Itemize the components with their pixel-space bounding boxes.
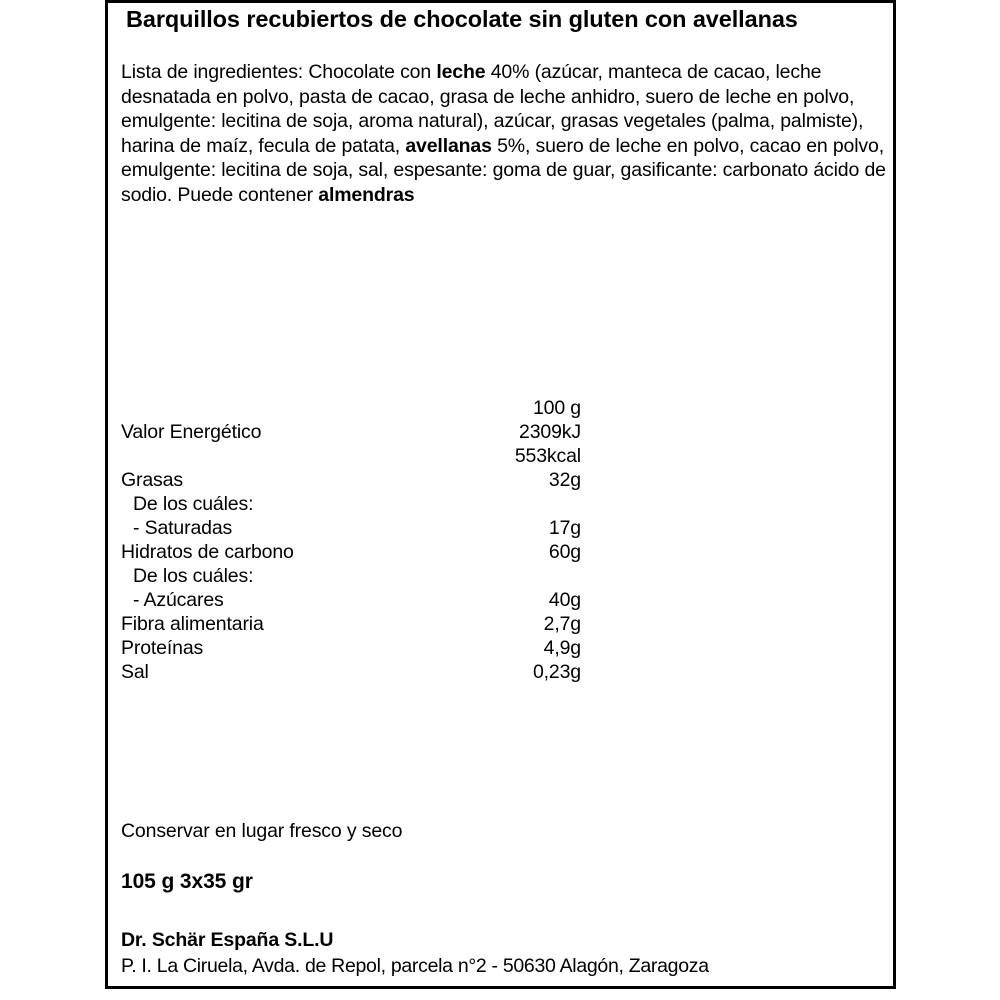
nutrition-row-label: Proteínas: [121, 637, 204, 659]
net-weight: 105 g 3x35 gr: [121, 870, 253, 893]
nutrition-row-label: De los cuáles:: [133, 565, 254, 587]
nutrition-row-value: 553kcal: [514, 445, 581, 467]
nutrition-row: [108, 660, 893, 684]
company-name: Dr. Schär España S.L.U: [121, 929, 334, 951]
nutrition-row-label: - Saturadas: [133, 517, 233, 539]
allergen-term: avellanas: [405, 134, 492, 157]
nutrition-label-frame: [105, 0, 896, 989]
ingredient-text: 5%, suero de leche en polvo, cacao en polvo, emulgente: lecitina de soja, sal, espesante: goma de guar, gasificante: carbonato ácido de sodio. Puede contener: [121, 134, 886, 206]
nutrition-row-value: 0,23g: [532, 661, 581, 683]
nutrition-row: [108, 636, 893, 660]
nutrition-row-label: Sal: [121, 661, 149, 683]
nutrition-row-value: 2309kJ: [519, 421, 581, 443]
nutrition-row-value: 60g: [548, 541, 581, 563]
nutrition-row-label: Valor Energético: [121, 421, 262, 443]
company-address: P. I. La Ciruela, Avda. de Repol, parcela n°2 - 50630 Alagón, Zaragoza: [121, 955, 709, 977]
allergen-term: almendras: [318, 183, 415, 206]
allergen-term: leche: [436, 61, 486, 83]
nutrition-row-value: 17g: [548, 517, 581, 539]
nutrition-row-value: 32g: [548, 469, 581, 491]
nutrition-row-value: 2,7g: [543, 613, 581, 635]
nutrition-row: [108, 396, 893, 420]
nutrition-row: [108, 492, 893, 516]
nutrition-row: [108, 420, 893, 444]
ingredients-list: [121, 60, 886, 208]
nutrition-row-label: De los cuáles:: [133, 493, 254, 515]
nutrition-row-label: Hidratos de carbono: [121, 541, 294, 563]
nutrition-row-value: 4,9g: [543, 637, 581, 659]
nutrition-row-value: 40g: [548, 589, 581, 611]
nutrition-row-label: Grasas: [121, 469, 183, 491]
page-title: Barquillos recubiertos de chocolate sin gluten con avellanas: [126, 6, 798, 32]
nutrition-row-label: - Azúcares: [133, 589, 224, 611]
nutrition-row-value: 100 g: [532, 397, 581, 419]
nutrition-row: [108, 444, 893, 468]
nutrition-row: [108, 612, 893, 636]
nutrition-table: [108, 396, 893, 684]
nutrition-row: [108, 516, 893, 540]
storage-instructions: Conservar en lugar fresco y seco: [121, 820, 403, 842]
ingredient-text: Lista de ingredientes: Chocolate con: [121, 61, 437, 83]
nutrition-row: [108, 564, 893, 588]
nutrition-row-label: Fibra alimentaria: [121, 613, 264, 635]
ingredient-text: 40% (azúcar, manteca de cacao, leche desnatada en polvo, pasta de cacao, grasa de leche anhidro, suero de leche en polvo, emulgente: lecitina de soja, aroma natural), azúcar, grasas vegetales (palma, palmiste), harina de maíz, fecula de patata,: [121, 61, 864, 157]
nutrition-row: [108, 540, 893, 564]
nutrition-row: [108, 588, 893, 612]
nutrition-row: [108, 468, 893, 492]
